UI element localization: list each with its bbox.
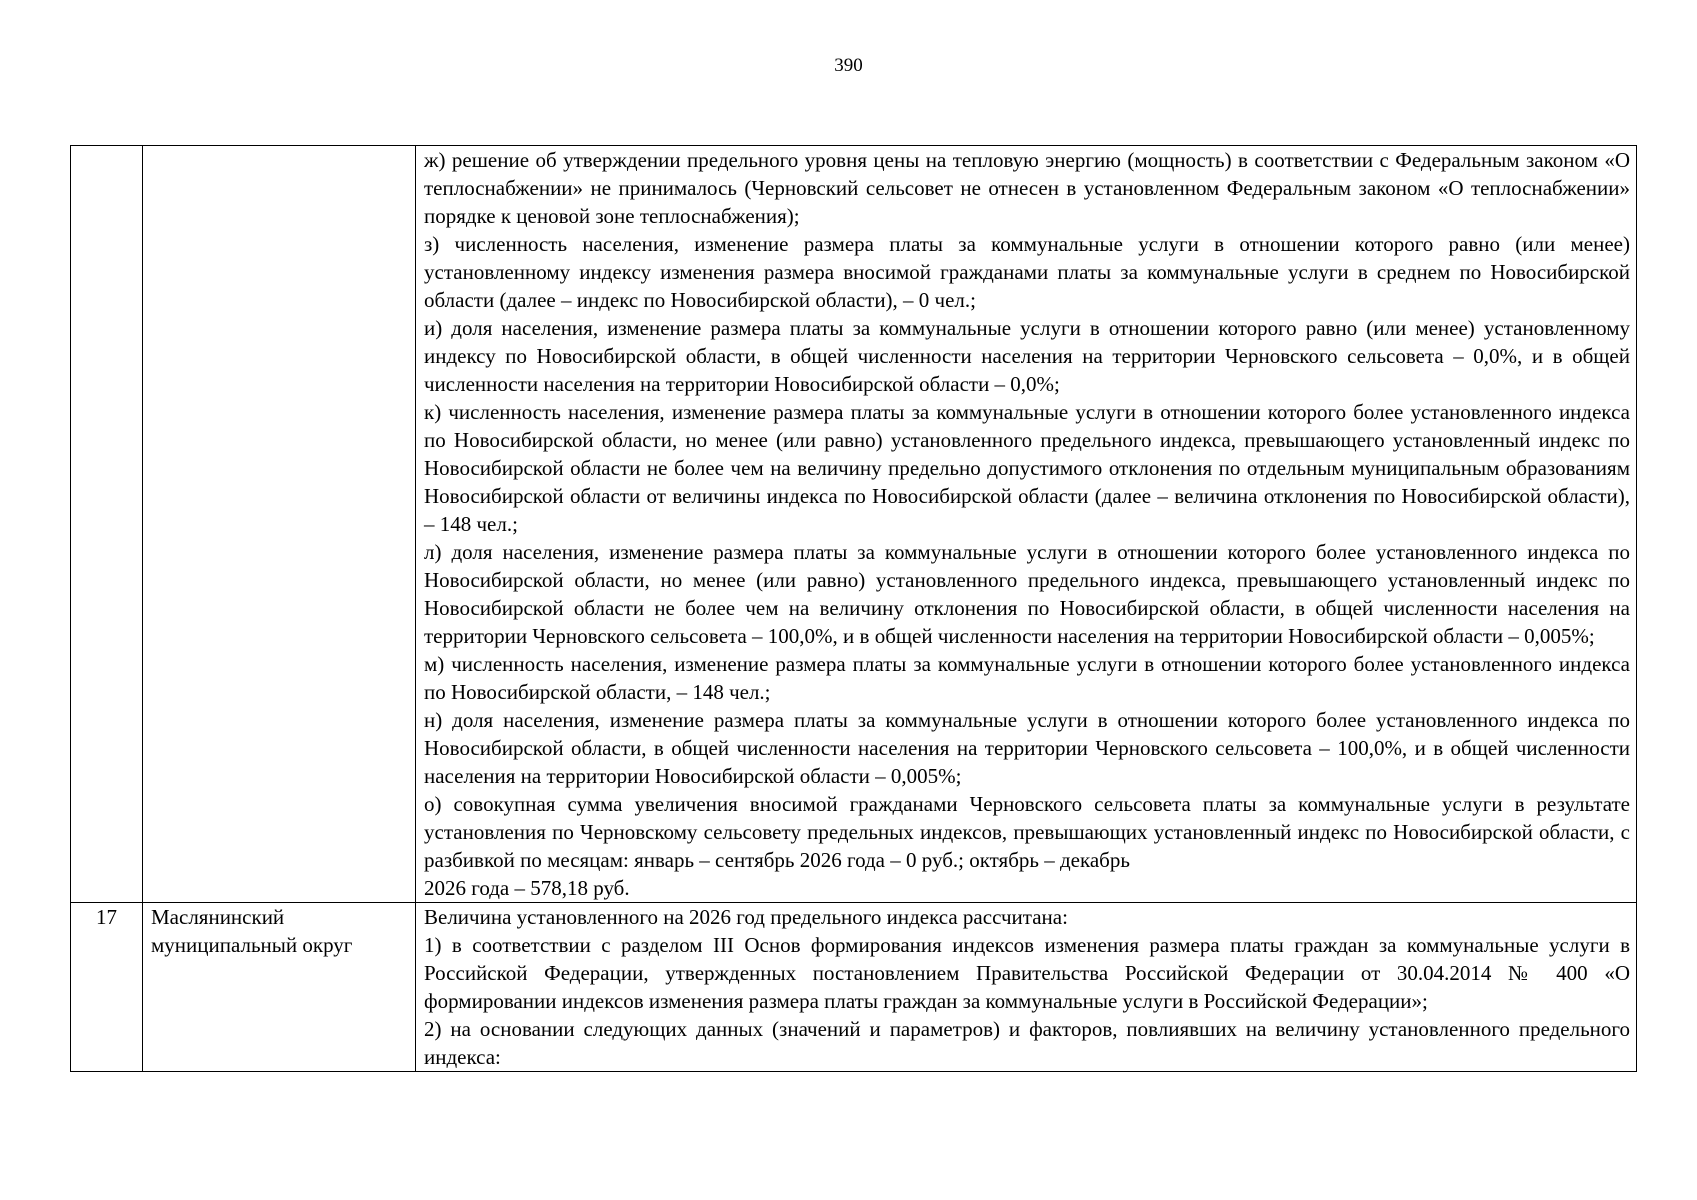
paragraph-2: 2) на основании следующих данных (значений и параметров) и факторов, повлиявших на величину установленного предельного индекса: [424, 1017, 1630, 1069]
table-row [71, 146, 1637, 903]
paragraph-zh: ж) решение об утверждении предельного уровня цены на тепловую энергию (мощность) в соответствии с Федеральным законом «О теплоснабжении» не принималось (Черновский сельсовет не отнесен в установленном Федеральным законом «О теплоснабжении» порядке к ценовой зоне теплоснабжения); [424, 148, 1630, 228]
municipality-name-cell: Маслянинский муниципальный округ [143, 903, 416, 1072]
page-number: 390 [834, 55, 863, 76]
paragraph-i: и) доля населения, изменение размера платы за коммунальные услуги в отношении которого равно (или менее) установленному индексу по Новосибирской области, в общей численности населения на территории Черновского сельсовета – 0,0%, и в общей численности населения на территории Новосибирской области – 0,0%; [424, 316, 1630, 396]
paragraph-o: о) совокупная сумма увеличения вносимой гражданами Черновского сельсовета платы за коммунальные услуги в результате установления по Черновскому сельсовету предельных индексов, превышающих установленный индекс по Новосибирской области, с разбивкой по месяцам: январь – сентябрь 2026 года – 0 руб.; октябрь – декабрь [424, 792, 1630, 872]
paragraph-o-continuation: 2026 года – 578,18 руб. [424, 876, 630, 900]
paragraph-l: л) доля населения, изменение размера платы за коммунальные услуги в отношении которого более установленного индекса по Новосибирской области, но менее (или равно) установленного предельного индекса, превышающего установленный индекс по Новосибирской области не более чем на величину отклонения по Новосибирской области, в общей численности населения на территории Черновского сельсовета – 100,0%, и в общей численности населения на территории Новосибирской области – 0,005%; [424, 540, 1630, 648]
table-row [71, 903, 1637, 1072]
description-cell [416, 903, 1637, 1072]
row-number-cell [71, 146, 143, 903]
description-cell [416, 146, 1637, 903]
municipality-name-cell [143, 146, 416, 903]
paragraph-m: м) численность населения, изменение размера платы за коммунальные услуги в отношении которого более установленного индекса по Новосибирской области, – 148 чел.; [424, 652, 1630, 704]
paragraph-n: н) доля населения, изменение размера платы за коммунальные услуги в отношении которого более установленного индекса по Новосибирской области, в общей численности населения на территории Черновского сельсовета – 100,0%, и в общей численности населения на территории Новосибирской области – 0,005%; [424, 708, 1630, 788]
paragraph-k: к) численность населения, изменение размера платы за коммунальные услуги в отношении которого более установленного индекса по Новосибирской области, но менее (или равно) установленного предельного индекса, превышающего установленный индекс по Новосибирской области не более чем на величину предельно допустимого отклонения по отдельным муниципальным образованиям Новосибирской области от величины индекса по Новосибирской области (далее – величина отклонения по Новосибирской области), – 148 чел.; [424, 400, 1630, 536]
document-table [70, 145, 1637, 1072]
paragraph-z: з) численность населения, изменение размера платы за коммунальные услуги в отношении которого равно (или менее) установленному индексу изменения размера вносимой гражданами платы за коммунальные услуги в среднем по Новосибирской области (далее – индекс по Новосибирской области), – 0 чел.; [424, 232, 1630, 312]
paragraph-1: 1) в соответствии с разделом III Основ формирования индексов изменения размера платы граждан за коммунальные услуги в Российской Федерации, утвержденных постановлением Правительства Российской Федерации от 30.04.2014 № 400 «О формировании индексов изменения размера платы граждан за коммунальные услуги в Российской Федерации»; [424, 933, 1630, 1013]
paragraph-intro: Величина установленного на 2026 год предельного индекса рассчитана: [424, 905, 1068, 929]
row-number-cell: 17 [71, 903, 143, 1072]
